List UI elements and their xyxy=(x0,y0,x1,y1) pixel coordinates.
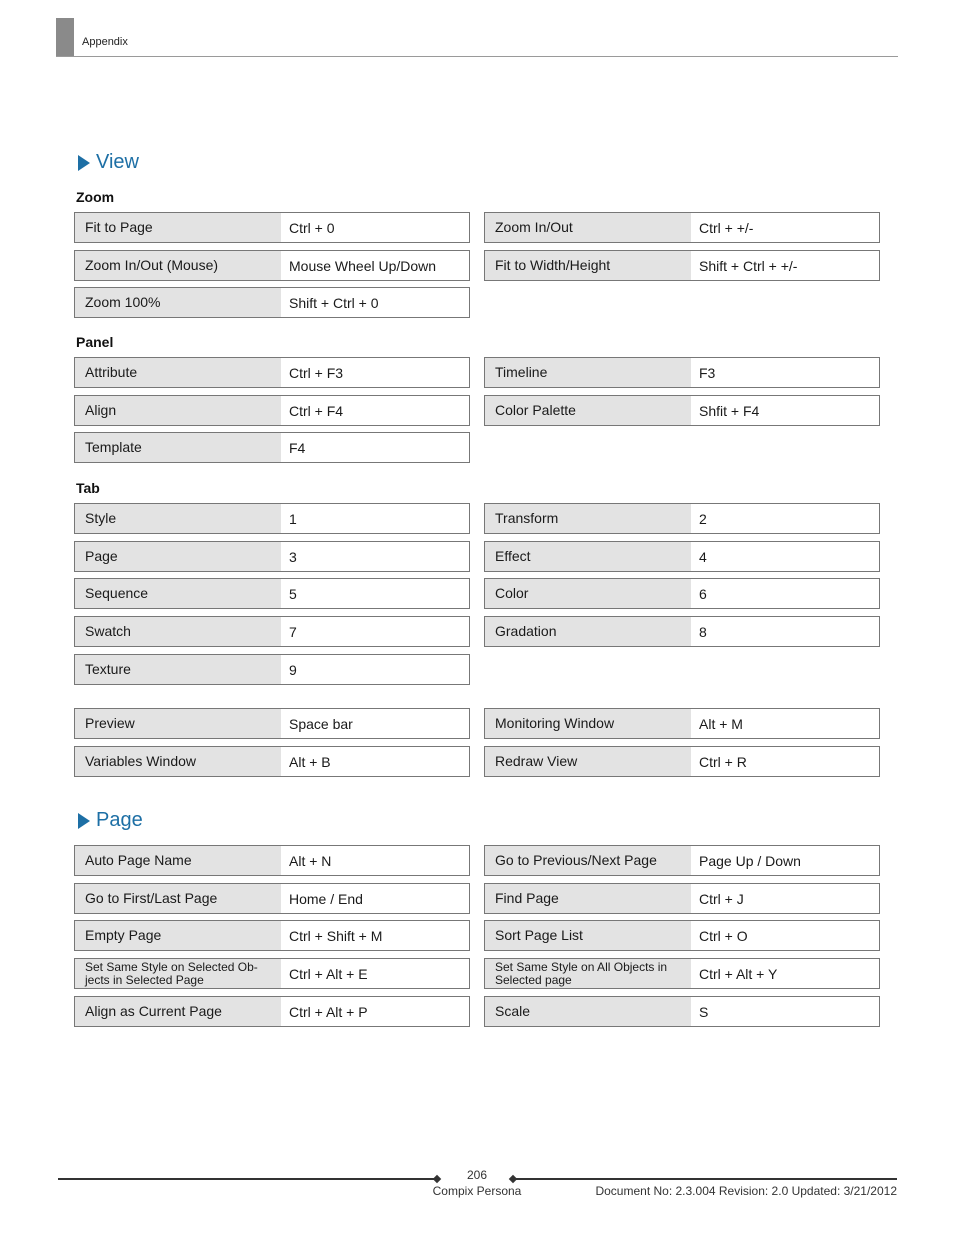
footer-document-info: Document No: 2.3.004 Revision: 2.0 Updated: 3/21/2012 xyxy=(595,1184,897,1198)
shortcut-action: Zoom In/Out (Mouse) xyxy=(75,251,281,280)
shortcut-row xyxy=(484,920,880,951)
shortcut-row xyxy=(74,357,470,388)
shortcut-action: Attribute xyxy=(75,358,281,387)
section-title-view xyxy=(78,151,139,174)
shortcut-action: Zoom In/Out xyxy=(485,213,691,242)
shortcut-keys: Alt + N xyxy=(281,846,469,875)
shortcut-action: Variables Window xyxy=(75,747,281,776)
shortcut-row xyxy=(484,250,880,281)
shortcut-keys: Mouse Wheel Up/Down xyxy=(281,251,469,280)
shortcut-keys: Page Up / Down xyxy=(691,846,879,875)
triangle-bullet-icon xyxy=(78,813,90,829)
shortcut-action: Go to First/Last Page xyxy=(75,884,281,913)
header-section-label: Appendix xyxy=(82,36,128,48)
shortcut-action: Color xyxy=(485,579,691,608)
header-bar xyxy=(56,18,74,56)
shortcut-keys: 5 xyxy=(281,579,469,608)
shortcut-row xyxy=(74,996,470,1027)
shortcut-row xyxy=(484,845,880,876)
shortcut-keys: 8 xyxy=(691,617,879,646)
shortcut-keys: Home / End xyxy=(281,884,469,913)
shortcut-row xyxy=(74,746,470,777)
shortcut-action: Zoom 100% xyxy=(75,288,281,317)
shortcut-action: Template xyxy=(75,433,281,462)
shortcut-row xyxy=(484,996,880,1027)
shortcut-keys: Alt + B xyxy=(281,747,469,776)
triangle-bullet-icon xyxy=(78,155,90,171)
shortcut-row xyxy=(74,395,470,426)
section-title-view-text: View xyxy=(96,151,139,173)
header-rule xyxy=(56,56,898,57)
subsection-title-zoom: Zoom xyxy=(76,189,115,205)
shortcut-action: Page xyxy=(75,542,281,571)
shortcut-keys: 6 xyxy=(691,579,879,608)
shortcut-keys: Ctrl + R xyxy=(691,747,879,776)
shortcut-keys: Ctrl + Shift + M xyxy=(281,921,469,950)
shortcut-keys: F3 xyxy=(691,358,879,387)
shortcut-keys: Shift + Ctrl + +/- xyxy=(691,251,879,280)
shortcut-action: Align xyxy=(75,396,281,425)
shortcut-action: Fit to Width/Height xyxy=(485,251,691,280)
shortcut-action: Empty Page xyxy=(75,921,281,950)
shortcut-keys: Ctrl + F3 xyxy=(281,358,469,387)
shortcut-action: Effect xyxy=(485,542,691,571)
section-title-page xyxy=(78,809,143,832)
shortcut-action: Fit to Page xyxy=(75,213,281,242)
shortcut-keys: F4 xyxy=(281,433,469,462)
shortcut-action: Gradation xyxy=(485,617,691,646)
shortcut-row xyxy=(484,958,880,989)
shortcut-action: Monitoring Window xyxy=(485,709,691,738)
shortcut-keys: Ctrl + O xyxy=(691,921,879,950)
subsection-title-panel: Panel xyxy=(76,334,114,350)
shortcut-row xyxy=(74,845,470,876)
shortcut-keys: 4 xyxy=(691,542,879,571)
shortcut-row xyxy=(484,357,880,388)
shortcut-action: Sort Page List xyxy=(485,921,691,950)
shortcut-action: Style xyxy=(75,504,281,533)
shortcut-action: Preview xyxy=(75,709,281,738)
shortcut-keys: Ctrl + Alt + E xyxy=(281,959,469,988)
shortcut-action: Transform xyxy=(485,504,691,533)
shortcut-row xyxy=(74,578,470,609)
shortcut-row xyxy=(74,654,470,685)
shortcut-keys: Ctrl + 0 xyxy=(281,213,469,242)
shortcut-row xyxy=(74,883,470,914)
shortcut-row xyxy=(74,432,470,463)
shortcut-action: Align as Current Page xyxy=(75,997,281,1026)
shortcut-keys: Alt + M xyxy=(691,709,879,738)
shortcut-action: Sequence xyxy=(75,579,281,608)
shortcut-action: Set Same Style on Selected Ob- jects in Selected Page xyxy=(75,959,281,988)
shortcut-row xyxy=(484,746,880,777)
shortcut-action: Set Same Style on All Objects in Selected page xyxy=(485,959,691,988)
shortcut-keys: Ctrl + Alt + Y xyxy=(691,959,879,988)
shortcut-row xyxy=(74,250,470,281)
shortcut-row xyxy=(484,395,880,426)
shortcut-keys: Ctrl + F4 xyxy=(281,396,469,425)
shortcut-row xyxy=(74,541,470,572)
shortcut-keys: 2 xyxy=(691,504,879,533)
shortcut-row xyxy=(484,212,880,243)
footer-page-number: 206 xyxy=(466,1168,488,1182)
shortcut-row xyxy=(484,708,880,739)
shortcut-action: Swatch xyxy=(75,617,281,646)
shortcut-row xyxy=(74,616,470,647)
shortcut-row xyxy=(74,503,470,534)
shortcut-keys: Ctrl + Alt + P xyxy=(281,997,469,1026)
shortcut-keys: Shfit + F4 xyxy=(691,396,879,425)
shortcut-action: Timeline xyxy=(485,358,691,387)
shortcut-keys: 9 xyxy=(281,655,469,684)
shortcut-row xyxy=(484,541,880,572)
shortcut-row xyxy=(74,920,470,951)
shortcut-keys: 7 xyxy=(281,617,469,646)
shortcut-action: Scale xyxy=(485,997,691,1026)
shortcut-keys: Space bar xyxy=(281,709,469,738)
shortcut-row xyxy=(74,287,470,318)
shortcut-action: Find Page xyxy=(485,884,691,913)
shortcut-keys: Ctrl + +/- xyxy=(691,213,879,242)
shortcut-action: Texture xyxy=(75,655,281,684)
shortcut-action: Redraw View xyxy=(485,747,691,776)
shortcut-keys: S xyxy=(691,997,879,1026)
shortcut-row xyxy=(484,503,880,534)
shortcut-action: Color Palette xyxy=(485,396,691,425)
shortcut-keys: Ctrl + J xyxy=(691,884,879,913)
shortcut-row xyxy=(74,708,470,739)
shortcut-row xyxy=(484,883,880,914)
shortcut-row xyxy=(74,958,470,989)
shortcut-action: Auto Page Name xyxy=(75,846,281,875)
shortcut-row xyxy=(484,578,880,609)
shortcut-keys: Shift + Ctrl + 0 xyxy=(281,288,469,317)
shortcut-keys: 3 xyxy=(281,542,469,571)
shortcut-row xyxy=(484,616,880,647)
shortcut-action: Go to Previous/Next Page xyxy=(485,846,691,875)
footer-product-name: Compix Persona xyxy=(432,1184,522,1198)
shortcut-row xyxy=(74,212,470,243)
shortcut-keys: 1 xyxy=(281,504,469,533)
section-title-page-text: Page xyxy=(96,809,143,831)
subsection-title-tab: Tab xyxy=(76,480,100,496)
